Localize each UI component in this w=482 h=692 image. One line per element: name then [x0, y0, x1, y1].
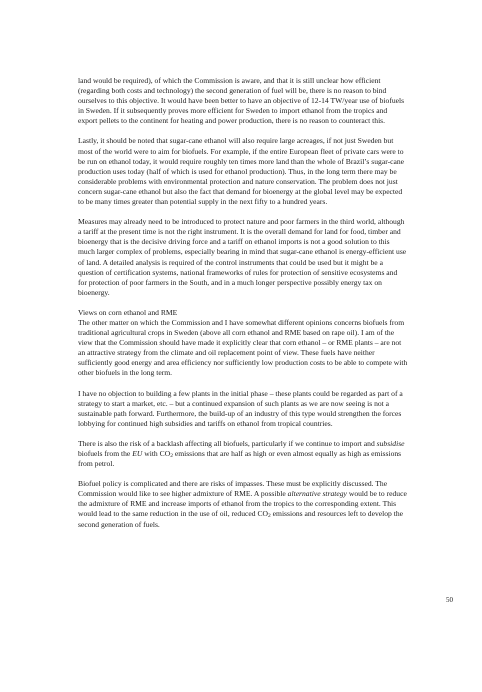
paragraph-6-italic-subsidise: subsidise [376, 438, 405, 448]
paragraph-1: land would be required), of which the Commission is aware, and that it is still unclear how efficient (regarding both costs and technology) the second generation of fuel will be, there is no reason to bind ourselves to this objective. It would have been better to have an objective of 12-14 TW/year use of biofuels in Sweden. If it subsequently proves more efficient for Sweden to import ethanol from the tropics and export pellets to the continent for heating and power production, there is no reason to counteract this. [78, 76, 405, 126]
paragraph-6-text-g: emissions that are half as high or even almost equally as high as emissions from petrol. [78, 449, 402, 469]
paragraph-7-italic-alternative-strategy: alternative strategy [287, 489, 347, 499]
paragraph-3: Measures may already need to be introduced to protect nature and poor farmers in the third world, although a tariff at the present time is not the right instrument. It is the overall demand for land for food, timber and bioenergy that is the decisive driving force and a tariff on ethanol imports is not a good solution to this much larger complex of problems, especially bearing in mind that sugar-cane ethanol is energy-efficient use of land. A detailed analysis is required of the control instruments that could be used but it might be a question of certification systems, national frameworks of rules for protection of sensitive ecosystems and for protection of poor farmers in the South, and in a much longer perspective possibly energy tax on bioenergy. [78, 217, 407, 297]
paragraph-6-text-c: biofuels from the [78, 449, 133, 458]
paragraph-2: Lastly, it should be noted that sugar-cane ethanol will also require large acreages, if not just Sweden but most of the world were to aim for biofuels. For example, if the entire European fleet of private cars were to be run on ethanol today, it would require roughly ten times more land than the whole of Brazil’s sugar-cane production uses today (half of which is used for ethanol production). Thus, in the long term there may be considerable problems with environmental protection and nature conservation. The problem does not just concern sugar-cane ethanol but also the fact that demand for bioenergy at the global level may be expected to be many times greater than potential supply in the next fifty to a hundred years. [78, 136, 405, 207]
paragraph-7-subscript: 2 [268, 513, 271, 520]
paragraph-6-text-a: There is also the risk of a backlash affecting all biofuels, particularly if we continue to import and [78, 438, 377, 448]
paragraph-6-text-e: with CO [142, 449, 171, 458]
page-number: 50 [446, 596, 453, 604]
paragraph-6-subscript: 2 [170, 453, 173, 459]
paragraph-6 [78, 439, 408, 469]
paragraph-7-text-a: Biofuel policy is complicated and there are risks of impasses. These must be explicitly discussed. The Commission would like to see higher admixture of RME. A possible [78, 479, 388, 499]
paragraph-7-text-c: would be to reduce the admixture of RME and increase imports of ethanol from the tropics to the corresponding extent. This would lead to the same reduction in the use of oil, reduced CO [78, 489, 407, 519]
paragraph-5: I have no objection to building a few plants in the initial phase – these plants could be regarded as part of a strategy to start a market, etc. – but a continued expansion of such plants as we are now seeing is not a sustainable path forward. Furthermore, the build-up of an industry of this type would strengthen the forces lobbying for continued high subsidies and tariffs on ethanol from tropical countries. [78, 388, 403, 428]
section-heading: Views on corn ethanol and RME [78, 307, 178, 317]
document-body [78, 76, 408, 540]
paragraph-7 [78, 479, 408, 529]
paragraph-6-italic-eu: EU [132, 449, 143, 458]
paragraph-4: The other matter on which the Commission and I have somewhat different opinions concerns biofuels from traditional agricultural crops in Sweden (above all corn ethanol and RME based on rape oil). I am of the view that the Commission should have made it explicitly clear that corn ethanol – or RME plants – are not an attractive strategy from the climate and oil replacement point of view. These fuels have neither sufficiently good energy and area efficiency nor sufficiently low production costs to be able to compete with other biofuels in the long term. [78, 317, 408, 378]
paragraph-7-text-e: emissions and resources left to develop the second generation of fuels. [78, 509, 403, 529]
